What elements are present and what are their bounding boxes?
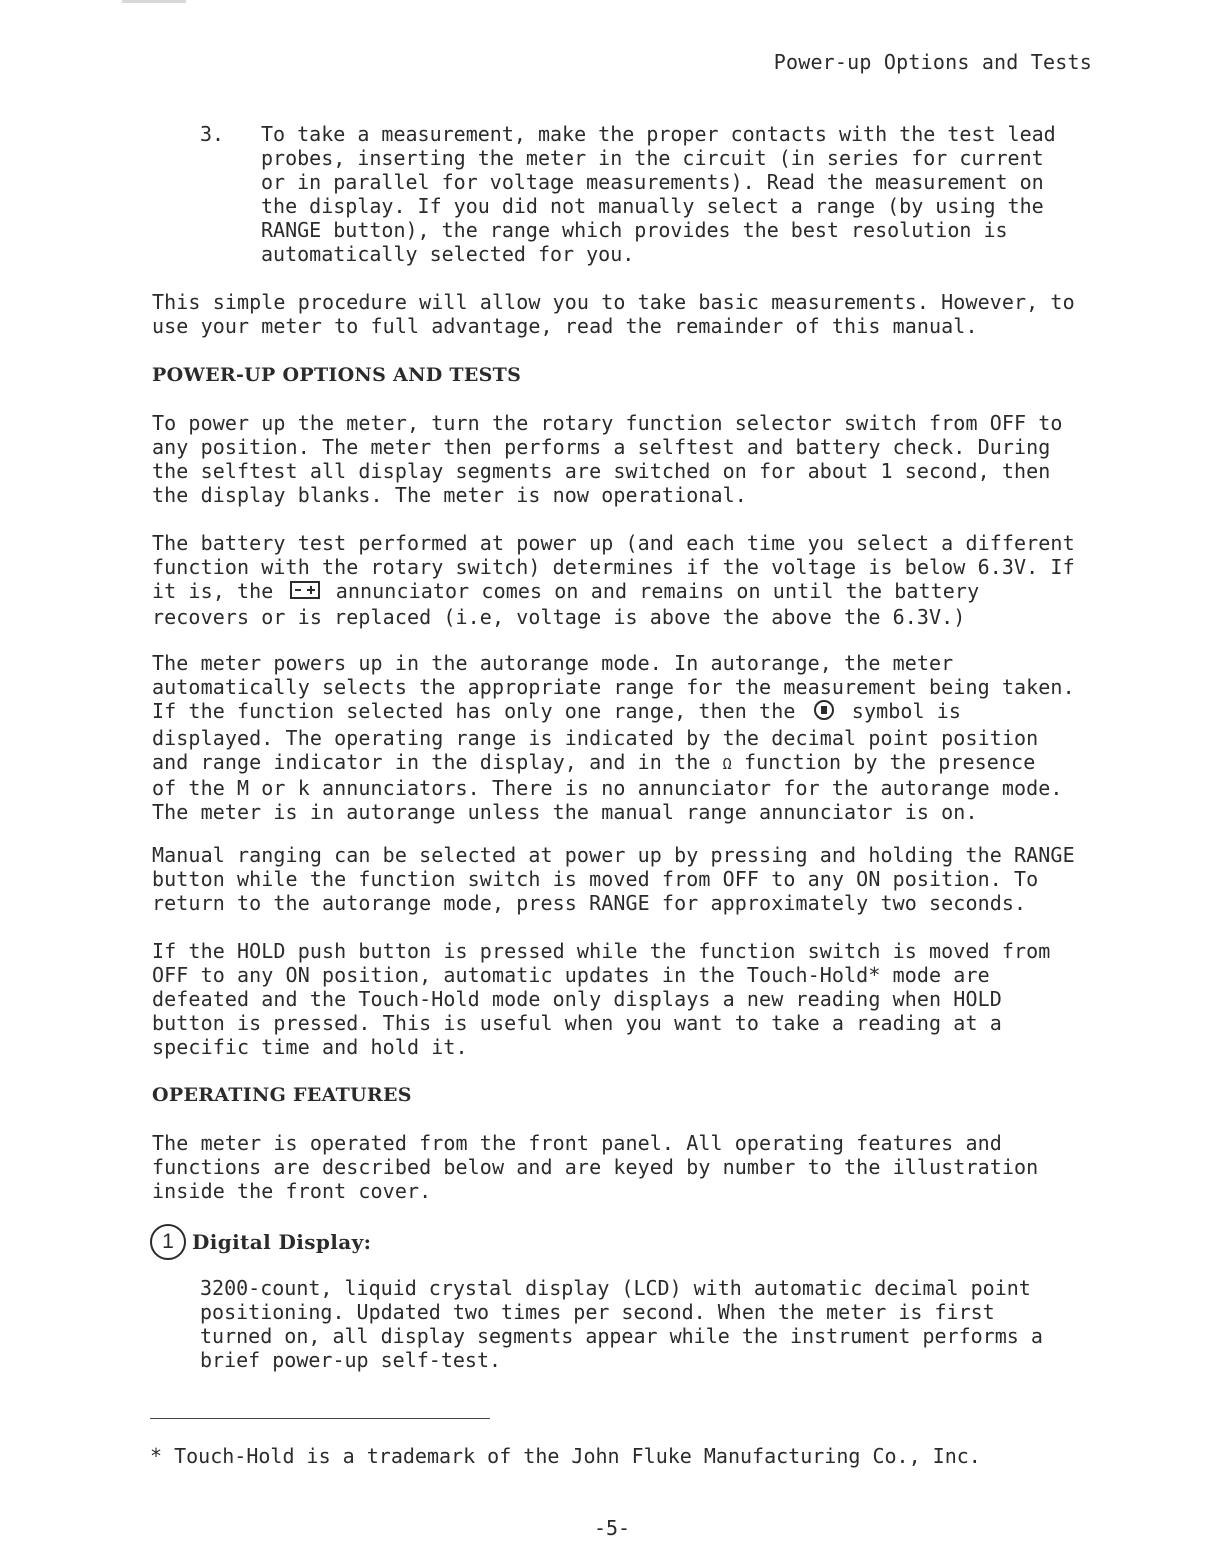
step-3 (200, 122, 1080, 266)
operating-features-paragraph: The meter is operated from the front panel. All operating features and functions are described below and are keyed by number to the illustration inside the front cover. (152, 1131, 1039, 1203)
feature-1-description: 3200-count, liquid crystal display (LCD) with automatic decimal point positioning. Updated two times per second. When the meter is first turned on, all display segments appear while the instrument performs a brief power-up self-test. (200, 1276, 1043, 1372)
intro-paragraph: This simple procedure will allow you to take basic measurements. However, to use your meter to full advantage, read the remainder of this manual. (152, 290, 1075, 338)
running-header: Power-up Options and Tests (773, 50, 1092, 74)
battery-test-paragraph: The battery test performed at power up (and each time you select a different function with the rotary switch) determines if the voltage is below 6.3V. If it is, the annunciator comes on and remains on until the battery recovers or is replaced (i.e, voltage is above the above the 6.3V.) (152, 531, 1075, 629)
ohm-symbol: Ω (722, 755, 732, 773)
page-number: -5- (593, 1516, 631, 1540)
autorange-paragraph: The meter powers up in the autorange mode. In autorange, the meter automatically selects the appropriate range for the measurement being taken. If the function selected has only one range, then the symbol is displayed. The operating range is indicated by the decimal point position and range indicator in the display, and in the Ω function by the presence of the M or k annunciators. There is no annunciator for the autorange mode. The meter is in autorange unless the manual range annunciator is on. (152, 651, 1075, 824)
scan-artifact (122, 0, 186, 3)
manual-ranging-paragraph: Manual ranging can be selected at power up by pressing and holding the RANGE button while the function switch is moved from OFF to any ON position. To return to the autorange mode, press RANGE for approximately two seconds. (152, 843, 1075, 915)
section-heading-operating-features: OPERATING FEATURES (152, 1084, 412, 1106)
feature-title: Digital Display: (192, 1230, 372, 1254)
single-range-icon (812, 699, 836, 726)
section-heading-power-up: POWER-UP OPTIONS AND TESTS (152, 364, 522, 386)
battery-low-icon (290, 580, 320, 605)
footnote: * Touch-Hold is a trademark of the John Fluke Manufacturing Co., Inc. (150, 1444, 981, 1468)
feature-number-badge: 1 (150, 1224, 186, 1260)
step-3-text: To take a measurement, make the proper contacts with the test lead probes, inserting the meter in the circuit (in series for current or in parallel for voltage measurements). Read the measurement on the display. If you did not manually select a range (by using the RANGE button), the range which provides the best resolution is automatically selected for you. (261, 122, 1056, 266)
power-up-paragraph: To power up the meter, turn the rotary function selector switch from OFF to any position. The meter then performs a selftest and battery check. During the selftest all display segments are switched on for about 1 second, then the display blanks. The meter is now operational. (152, 411, 1063, 507)
hold-paragraph: If the HOLD push button is pressed while the function switch is moved from OFF to any ON position, automatic updates in the Touch-Hold* mode are defeated and the Touch-Hold mode only displays a new reading when HOLD button is pressed. This is useful when you want to take a reading at a specific time and hold it. (152, 939, 1051, 1059)
footnote-divider (150, 1418, 490, 1419)
step-number: 3. (200, 122, 225, 146)
feature-1-heading (150, 1224, 371, 1260)
